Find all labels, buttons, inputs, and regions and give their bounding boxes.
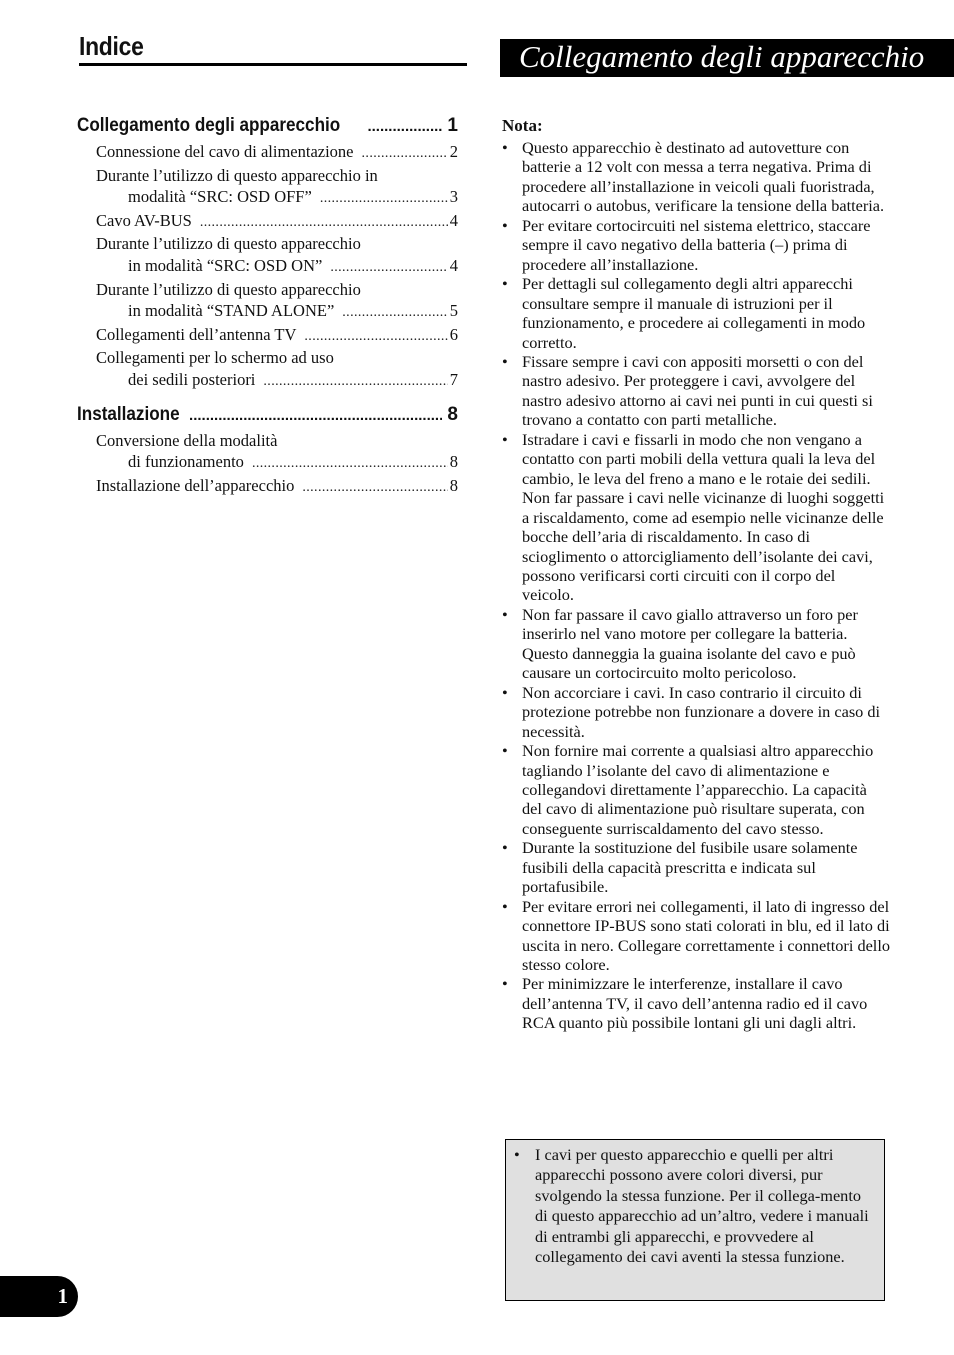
toc-section-page: 8: [447, 403, 458, 425]
note-heading: Nota:: [502, 116, 543, 135]
toc-section-collegamento[interactable]: [77, 113, 458, 139]
toc-entries-collegamento: [96, 141, 458, 393]
toc-entry-page: 6: [449, 324, 458, 344]
toc-title: Indice: [79, 31, 144, 61]
toc-entry-text: Conversione della modalità: [96, 430, 278, 450]
toc-section-page: 1: [447, 115, 458, 136]
toc-entry-text: Collegamenti per lo schermo ad uso: [96, 348, 334, 368]
toc-entry[interactable]: [96, 210, 458, 234]
toc-entry-page: 4: [449, 210, 458, 230]
toc-entry-text: Collegamenti dell’antenna TV: [96, 324, 297, 344]
note-list: [502, 138, 890, 1033]
toc-leader: [252, 453, 448, 475]
note-item: • Per evitare errori nei collegamenti, il lato di ingresso del connettore IP-BUS sono stati colorati in blu, ed il lato di uscita in nero. Collegare correttamente i connettori dello stesso colore.: [502, 897, 890, 975]
toc-leader: [263, 371, 447, 393]
toc-entry-page: 5: [449, 301, 458, 321]
note-item: • Fissare sempre i cavi con appositi morsetti o con del nastro adesivo. Per proteggere i cavi, avvolgere del nastro adesivo attorno ai cavi nei punti in cui questi si trovano a contatto con parti metalliche.: [502, 352, 890, 430]
page-number-tab: [0, 1276, 78, 1317]
toc-leader: [367, 114, 442, 140]
toc-entry[interactable]: [96, 347, 458, 392]
toc-entry-text: Cavo AV-BUS: [96, 210, 192, 230]
toc-entry[interactable]: [96, 279, 458, 324]
note-item: • Per dettagli sul collegamento degli altri apparecchi consultare sempre il manuale di istruzioni per il funzionamento, e procedere ai collegamenti in modo corretto.: [502, 274, 890, 352]
callout-box: [505, 1139, 885, 1301]
toc-leader: [362, 143, 448, 165]
toc-entries-installazione: [96, 430, 458, 499]
callout-list: [514, 1145, 874, 1267]
toc-entry-page: 7: [449, 369, 458, 389]
toc-entry-text: Connessione del cavo di alimentazione: [96, 142, 354, 161]
toc-leader: [330, 257, 447, 279]
toc-entry[interactable]: [96, 141, 458, 165]
toc-entry-text-cont: dei sedili posteriori: [128, 369, 256, 389]
toc-entry[interactable]: [96, 324, 458, 348]
toc-entry-text: Installazione dell’apparecchio: [96, 475, 295, 495]
toc-entry-page: 8: [449, 475, 458, 495]
toc-leader: [200, 212, 448, 234]
note-item: • Non fornire mai corrente a qualsiasi altro apparecchio tagliando l’isolante del cavo di alimentazione e collegandovi direttamente l’apparecchio. La capacità del cavo di alimentazione può risultare superata, con conseguente surriscaldamento del cavo stesso.: [502, 741, 890, 838]
toc-entry-page: 4: [449, 255, 458, 275]
note-item: • Durante la sostituzione del fusibile usare solamente fusibili della capacità prescritta e indicata sul portafusibile.: [502, 838, 890, 896]
toc-entry[interactable]: [96, 430, 458, 475]
toc-section-title: Installazione: [77, 403, 180, 425]
section-title: Collegamento degli apparecchio: [519, 39, 925, 74]
toc-entry-page: 8: [449, 452, 458, 472]
toc-entry-text: Durante l’utilizzo di questo apparecchio: [96, 234, 361, 254]
toc-leader: [304, 326, 447, 348]
toc-entry-text-cont: modalità “SRC: OSD OFF”: [128, 187, 312, 207]
toc-entry-page: 3: [449, 187, 458, 207]
toc-header: [79, 28, 467, 66]
toc-entry-text: Durante l’utilizzo di questo apparecchio in: [96, 165, 378, 185]
page-number: 1: [57, 1284, 68, 1308]
toc-entry[interactable]: [96, 165, 458, 210]
toc-section-title: Collegamento degli apparecchio: [77, 115, 341, 136]
toc-entry-text-cont: in modalità “SRC: OSD ON”: [128, 255, 323, 275]
toc-leader: [320, 188, 448, 210]
toc-entry[interactable]: [96, 233, 458, 278]
toc-entry-page: 2: [449, 142, 458, 161]
toc-entry[interactable]: [96, 475, 458, 499]
table-of-contents: [77, 113, 458, 498]
note-item: • Questo apparecchio è destinato ad autovetture con batterie a 12 volt con messa a terra negativa. Prima di procedere all’installazione in veicoli quali fuoristrada, autocarri o autobus, verificare la tensione della batteria.: [502, 138, 890, 216]
note-item: • Non far passare il cavo giallo attraverso un foro per inserirlo nel vano motore per collegare la batteria. Questo danneggia la guaina isolante del cavo e può causare un cortocircuito molto pericoloso.: [502, 605, 890, 683]
note-item: • Per evitare cortocircuiti nel sistema elettrico, staccare sempre il cavo negativo della batteria (–) prima di procedere all’installazione.: [502, 216, 890, 274]
note-item: • Per minimizzare le interferenze, installare il cavo dell’antenna TV, il cavo dell’antenna radio ed il cavo RCA quanto più possibile lontani gli uni dagli altri.: [502, 974, 890, 1032]
toc-entry-text: Durante l’utilizzo di questo apparecchio: [96, 279, 361, 299]
section-header: [500, 39, 954, 77]
note-item: • Non accorciare i cavi. In caso contrario il circuito di protezione potrebbe non funzionare a dovere in caso di necessità.: [502, 683, 890, 741]
callout-item: • I cavi per questo apparecchio e quelli per altri apparecchi possono avere colori diversi, pur svolgendo la stessa funzione. Per il collega-mento di questo apparecchio ad un’altro, vedere i manuali di entrambi gli apparecchi, e provvedere al collegamento dei cavi aventi la stessa funzione.: [514, 1145, 874, 1267]
toc-entry-text-cont: in modalità “STAND ALONE”: [128, 301, 335, 321]
note-item: • Istradare i cavi e fissarli in modo che non vengano a contatto con parti mobili della vettura quali la leva del cambio, le leva del freno a mano e le rotaie dei sedili. Non far passare i cavi nelle vicinanze di luoghi soggetti a riscaldamento, come ad esempio nelle vicinanze delle bocche dell’aria di riscaldamento. In caso di scioglimento o attorcigliamento dell’isolante dei cavi, possono verificarsi corti circuiti con il corpo del veicolo.: [502, 430, 890, 605]
note-section: [502, 115, 890, 1033]
toc-section-installazione[interactable]: [77, 402, 458, 428]
toc-leader: [302, 477, 447, 499]
toc-entry-text-cont: di funzionamento: [128, 452, 244, 472]
toc-leader: [189, 403, 442, 429]
toc-leader: [342, 302, 447, 324]
